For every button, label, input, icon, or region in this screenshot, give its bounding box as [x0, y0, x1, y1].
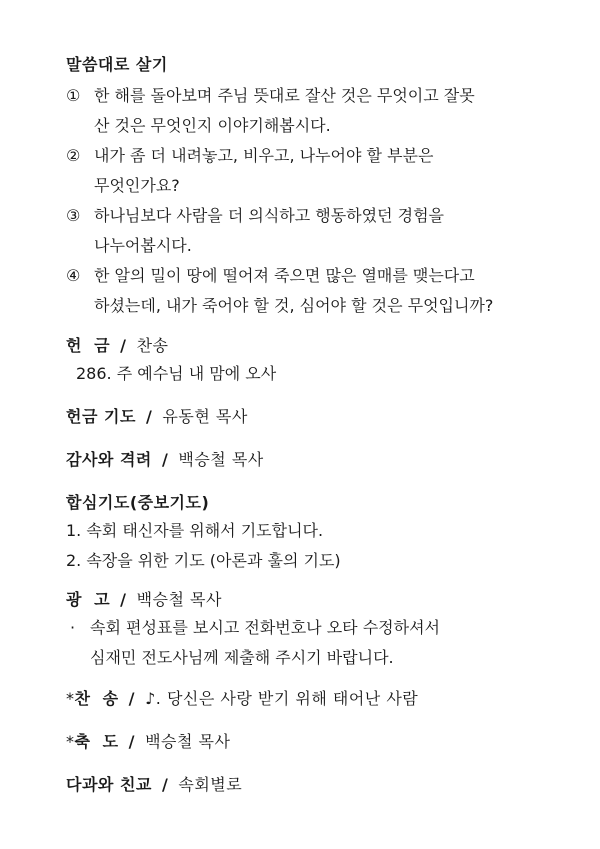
item-text: 한 알의 밀이 땅에 떨어져 죽으면 많은 열매를 맺는다고	[94, 266, 475, 285]
section-title-text: 헌금 기도	[66, 407, 136, 426]
asterisk-mark: *	[66, 689, 75, 708]
list-item	[66, 141, 566, 201]
bullet-icon: ·	[70, 618, 76, 637]
separator: /	[120, 590, 127, 609]
section-title-blessing	[66, 729, 566, 752]
section-detail: 백승철 목사	[178, 450, 264, 469]
list-item	[66, 81, 566, 141]
list-item	[66, 549, 566, 573]
section-detail: 백승철 목사	[136, 590, 222, 609]
separator: /	[128, 732, 135, 751]
section-title-text: 다과와 친교	[66, 775, 152, 794]
item-text: 산 것은 무엇인지 이야기해봅시다.	[94, 116, 331, 135]
separator: /	[161, 775, 169, 794]
section-title-text: 말씀대로 살기	[66, 55, 168, 74]
section-title-notices	[66, 587, 566, 610]
section-title-fellowship	[66, 772, 566, 795]
item-text: 한 해를 돌아보며 주님 뜻대로 잘산 것은 무엇이고 잘못	[94, 86, 475, 105]
asterisk-mark: *	[66, 732, 75, 751]
hymn-title: 286. 주 예수님 내 맘에 오사	[76, 364, 277, 383]
notice-line	[66, 646, 566, 670]
separator: /	[128, 689, 135, 708]
section-detail: 백승철 목사	[145, 732, 231, 751]
list-item	[66, 201, 566, 261]
section-detail: 찬송	[136, 336, 169, 355]
separator: /	[145, 407, 153, 426]
item-text: 내가 좀 더 내려놓고, 비우고, 나누어야 할 부분은	[94, 146, 434, 165]
section-title-text: 감사와 격려	[66, 450, 152, 469]
list-item	[66, 261, 566, 321]
section-title-song	[66, 686, 566, 709]
notice-text: 심재민 전도사님께 제출해 주시기 바랍니다.	[90, 648, 394, 667]
item-text: 무엇인가요?	[94, 176, 180, 195]
section-title-text: 광 고	[66, 590, 111, 609]
item-number: ①	[66, 86, 81, 105]
section-detail: 유동현 목사	[162, 407, 248, 426]
notice-text: 속회 편성표를 보시고 전화번호나 오타 수정하셔서	[90, 618, 441, 637]
section-title-text: 축 도	[74, 732, 119, 751]
bulletin-page	[66, 52, 566, 795]
item-number: ③	[66, 206, 81, 225]
item-text: 하셨는데, 내가 죽어야 할 것, 심어야 할 것은 무엇입니까?	[94, 296, 494, 315]
section-detail: ♪. 당신은 사랑 받기 위해 태어난 사람	[145, 689, 419, 708]
section-title-text: 헌 금	[66, 336, 111, 355]
item-number: ②	[66, 146, 81, 165]
item-text: 하나님보다 사람을 더 의식하고 행동하였던 경험을	[94, 206, 445, 225]
item-number: ④	[66, 266, 81, 285]
prayer-item: 2. 속장을 위한 기도 (아론과 훌의 기도)	[66, 551, 341, 570]
item-text: 나누어봅시다.	[94, 236, 192, 255]
separator: /	[161, 450, 169, 469]
section-detail: 속회별로	[178, 775, 243, 794]
section-title-living-by-word	[66, 52, 566, 75]
section-title-offering	[66, 333, 566, 356]
notice-line	[66, 616, 566, 640]
section-title-text: 찬 송	[74, 689, 119, 708]
section-title-text: 합심기도(중보기도)	[66, 493, 210, 512]
list-item	[66, 519, 566, 543]
hymn-number	[66, 362, 566, 386]
section-title-thanks	[66, 447, 566, 470]
section-title-unison-prayer	[66, 490, 566, 513]
prayer-item: 1. 속회 태신자를 위해서 기도합니다.	[66, 521, 324, 540]
separator: /	[120, 336, 127, 355]
section-title-offering-prayer	[66, 404, 566, 427]
